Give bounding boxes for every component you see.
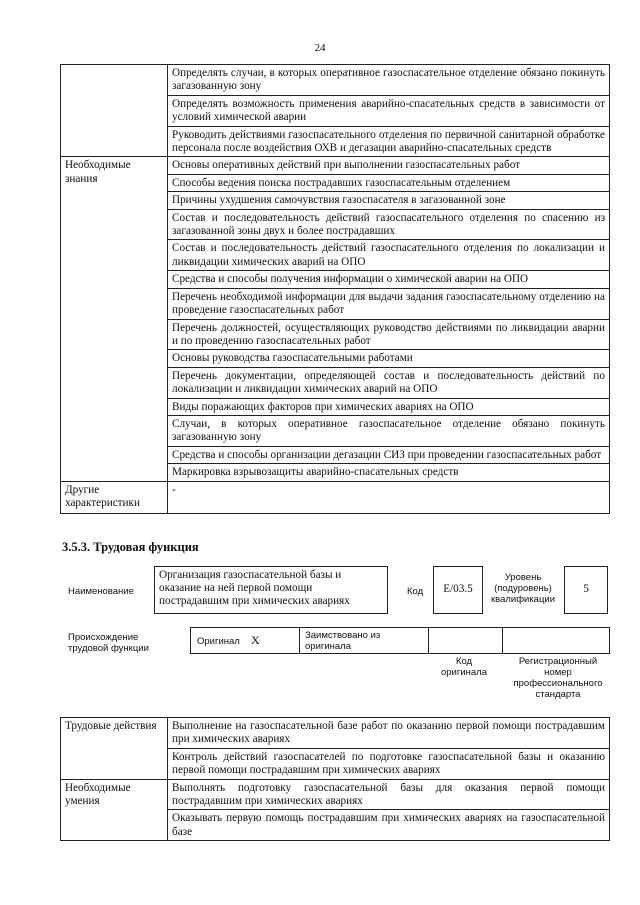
reg-caption: Регистрационный номер профессионального стандарта — [513, 656, 603, 700]
table-row — [61, 718, 610, 749]
table-cell: Перечень документации, определяющей состав и последовательность действий по локализации и ликвидации химических аварий на ОПО — [168, 367, 610, 398]
table-cell: Определять возможность применения аварийно-спасательных средств в зависимости от условий химической аварии — [168, 95, 610, 126]
original-label: Оригинал — [197, 636, 240, 647]
table-row — [61, 157, 610, 174]
origin-label: Происхождение трудовой функции — [68, 632, 149, 654]
table-cell: Основы руководства газоспасательными работами — [168, 350, 610, 367]
table-row — [61, 65, 610, 96]
row-label-actions: Трудовые действия — [61, 718, 168, 780]
table-cell: Случаи, в которых оперативное газоспасательное отделение обязано покинуть загазованную зону — [168, 415, 610, 446]
function-code-box: E/03.5 — [433, 566, 483, 614]
row-label — [61, 65, 168, 157]
name-label: Наименование — [68, 586, 134, 597]
table-cell: Основы оперативных действий при выполнении газоспасательных работ — [168, 157, 610, 174]
table-cell: Маркировка взрывозащиты аварийно-спасательных средств — [168, 464, 610, 481]
table-cell: - — [168, 481, 610, 513]
table-cell: Средства и способы организации дегазации СИЗ при проведении газоспасательных работ — [168, 446, 610, 463]
divider — [502, 628, 503, 653]
table-row — [61, 481, 610, 513]
table-cell: Перечень должностей, осуществляющих руководство действиями по ликвидации аварии и по проведению газоспасательных работ — [168, 319, 610, 350]
row-label-knowledge: Необходимые знания — [61, 157, 168, 481]
divider — [428, 628, 429, 653]
row-label-other: Другие характеристики — [61, 481, 168, 513]
table-cell: Руководить действиями газоспасательного отделения по первичной санитарной обработке персонала после воздействия ОХВ и дегазации аварийно-спасательных средств — [168, 126, 610, 157]
divider — [299, 628, 300, 653]
table-cell: Способы ведения поиска пострадавших газоспасательным отделением — [168, 174, 610, 191]
page-number: 24 — [314, 42, 326, 54]
row-label-skills: Необходимые умения — [61, 779, 168, 841]
table-cell: Состав и последовательность действий газоспасательного отделения по локализации и ликвидации химических аварий на ОПО — [168, 240, 610, 271]
actions-table — [60, 717, 610, 841]
table-row — [61, 779, 610, 810]
origin-box — [190, 627, 610, 654]
table-cell: Перечень необходимой информации для выдачи задания газоспасательному отделению на проведение газоспасательных работ — [168, 288, 610, 319]
original-mark: X — [251, 633, 260, 647]
table-cell: Средства и способы получения информации о химической аварии на ОПО — [168, 271, 610, 288]
table-cell: Определять случаи, в которых оперативное газоспасательное отделение обязано покинуть загазованную зону — [168, 65, 610, 96]
table-cell: Виды поражающих факторов при химических авариях на ОПО — [168, 398, 610, 415]
table-cell: Состав и последовательность действий газоспасательного отделения по спасению из загазованной зоны двух и более пострадавших — [168, 209, 610, 240]
table-cell: Контроль действий газоспасателей по подготовке газоспасательной базы и оказанию первой помощи пострадавшим при химических авариях — [168, 748, 610, 779]
table-cell: Выполнять подготовку газоспасательной базы для оказания первой помощи пострадавшим при химических авариях — [168, 779, 610, 810]
knowledge-table — [60, 64, 610, 514]
borrowed-label: Заимствовано из оригинала — [305, 630, 381, 652]
code-label: Код — [407, 586, 424, 597]
function-name-box: Организация газоспасательной базы и оказание на ней первой помощи пострадавшим при химических авариях — [154, 566, 388, 614]
code-caption: Код оригинала — [440, 656, 487, 678]
section-title: 3.5.3. Трудовая функция — [62, 540, 199, 554]
level-box: 5 — [564, 566, 608, 614]
table-cell: Выполнение на газоспасательной базе работ по оказанию первой помощи пострадавшим при химических авариях — [168, 718, 610, 749]
table-cell: Причины ухудшения самочувствия газоспасателя в загазованной зоне — [168, 192, 610, 209]
level-label: Уровень (подуровень) квалификации — [490, 572, 556, 605]
table-cell: Оказывать первую помощь пострадавшим при химических авариях на газоспасательной базе — [168, 810, 610, 841]
